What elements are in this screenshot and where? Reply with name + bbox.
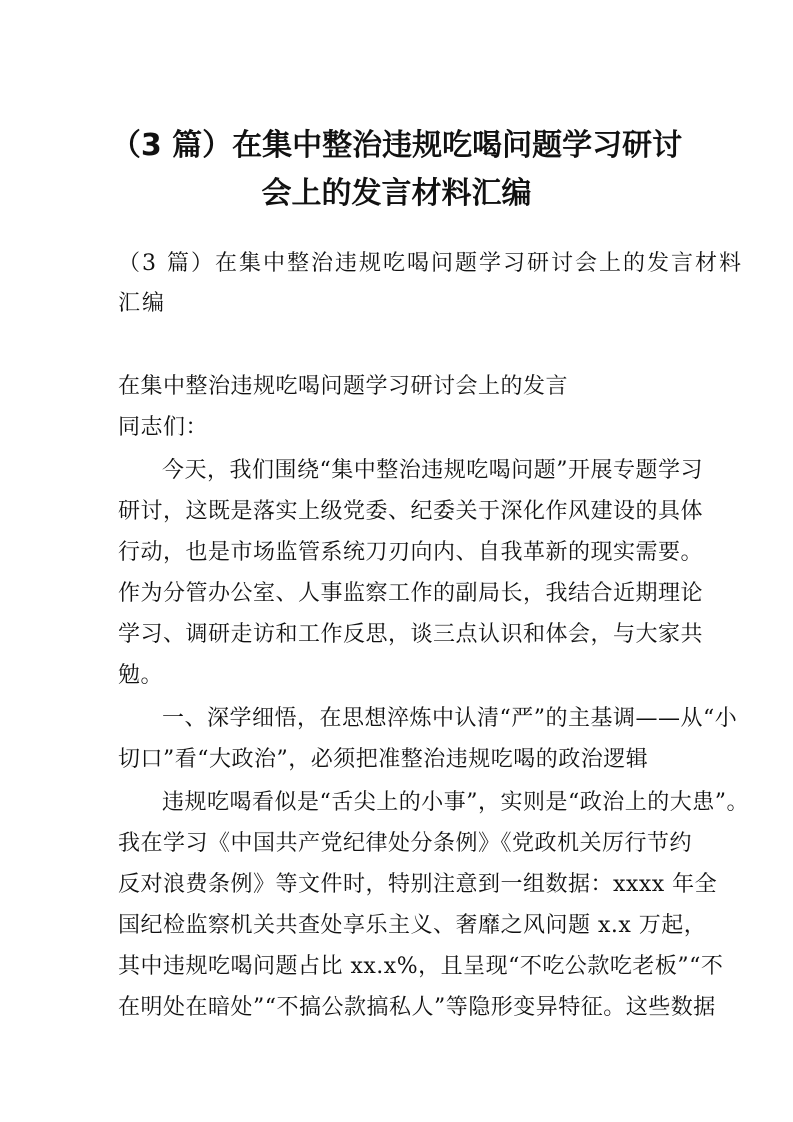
paragraph-2-line-2: 我在学习《中国共产党纪律处分条例》《党政机关厉行节约 xyxy=(118,831,693,856)
heading-1-line-2: 切口”看“大政治”，必须把准整治违规吃喝的政治逻辑 xyxy=(118,747,649,772)
document-title-line-1: （3 篇）在集中整治违规吃喝问题学习研讨 xyxy=(110,128,683,163)
subtitle-line-1: （3 篇）在集中整治违规吃喝问题学习研讨会上的发言材料 xyxy=(118,251,743,276)
paragraph-1-line-1: 今天，我们围绕“集中整治违规吃喝问题”开展专题学习 xyxy=(162,458,703,483)
heading-1-line-1: 一、深学细悟，在思想淬炼中认清“严”的主基调——从“小 xyxy=(162,706,738,731)
speech-title: 在集中整治违规吃喝问题学习研讨会上的发言 xyxy=(118,374,569,399)
paragraph-2-line-5: 其中违规吃喝问题占比 xx.x%，且呈现“不吃公款吃老板”“不 xyxy=(118,954,724,979)
paragraph-1-line-4: 作为分管办公室、人事监察工作的副局长，我结合近期理论 xyxy=(118,581,704,606)
paragraph-1-line-3: 行动，也是市场监管系统刀刃向内、自我革新的现实需要。 xyxy=(118,540,704,565)
subtitle-line-2: 汇编 xyxy=(118,291,167,316)
paragraph-2-line-1: 违规吃喝看似是“舌尖上的小事”，实则是“政治上的大患”。 xyxy=(162,790,749,815)
paragraph-1-line-2: 研讨，这既是落实上级党委、纪委关于深化作风建设的具体 xyxy=(118,499,704,524)
paragraph-2-line-6: 在明处在暗处”“不搞公款搞私人”等隐形变异特征。这些数据 xyxy=(118,995,716,1020)
paragraph-2-line-4: 国纪检监察机关共查处享乐主义、奢靡之风问题 x.x 万起， xyxy=(118,913,707,938)
greeting: 同志们： xyxy=(118,415,209,440)
paragraph-1-line-5: 学习、调研走访和工作反思，谈三点认识和体会，与大家共 xyxy=(118,622,704,647)
paragraph-2-line-3: 反对浪费条例》等文件时，特别注意到一组数据：xxxx 年全 xyxy=(118,872,718,897)
document-title-line-2: 会上的发言材料汇编 xyxy=(261,176,532,211)
paragraph-1-line-6: 勉。 xyxy=(118,663,164,688)
